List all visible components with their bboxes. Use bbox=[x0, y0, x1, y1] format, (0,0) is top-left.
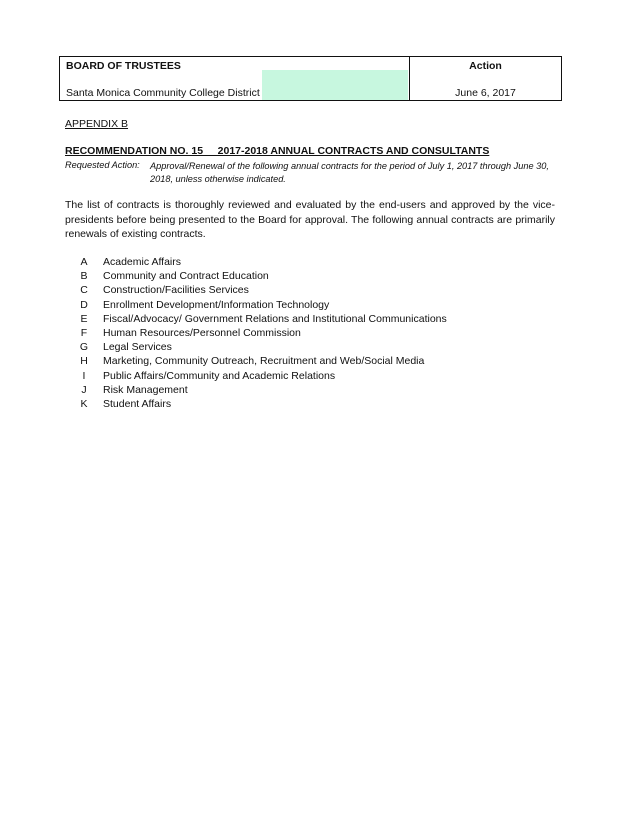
header-table bbox=[59, 56, 562, 101]
list-label: Enrollment Development/Information Technology bbox=[103, 298, 330, 311]
list-label: Academic Affairs bbox=[103, 256, 182, 268]
recommendation-title: RECOMMENDATION NO. 15 2017-2018 ANNUAL CONTRACTS AND CONSULTANTS bbox=[65, 145, 490, 157]
list-letter: K bbox=[80, 397, 88, 410]
highlight-box bbox=[262, 70, 408, 100]
list-letter: A bbox=[80, 256, 88, 268]
list-label: Marketing, Community Outreach, Recruitment and Web/Social Media bbox=[103, 355, 425, 368]
list-letter: G bbox=[79, 341, 89, 354]
list-label: Human Resources/Personnel Commission bbox=[103, 326, 301, 339]
list-label: Student Affairs bbox=[103, 397, 172, 410]
list-label: Legal Services bbox=[103, 341, 172, 354]
appendix-label: APPENDIX B bbox=[65, 118, 129, 130]
list-item bbox=[65, 269, 447, 283]
list-label: Construction/Facilities Services bbox=[103, 284, 249, 297]
list-item bbox=[65, 369, 447, 383]
list-label: Fiscal/Advocacy/ Government Relations and Institutional Communications bbox=[103, 312, 447, 325]
contract-category-list bbox=[65, 255, 447, 411]
list-item bbox=[65, 283, 447, 297]
list-letter: E bbox=[80, 312, 88, 325]
district-name: Santa Monica Community College District bbox=[66, 87, 260, 99]
board-title: BOARD OF TRUSTEES bbox=[66, 60, 181, 72]
list-item bbox=[65, 397, 447, 411]
list-letter: J bbox=[81, 383, 87, 396]
list-item bbox=[65, 326, 447, 340]
action-label: Action bbox=[469, 60, 502, 72]
list-letter: F bbox=[80, 326, 88, 339]
requested-action-text: Approval/Renewal of the following annual contracts for the period of July 1, 2017 through June 30, 2018, unless otherwise indicated. bbox=[150, 161, 549, 184]
list-letter: C bbox=[80, 284, 88, 297]
list-item bbox=[65, 255, 447, 269]
list-item bbox=[65, 383, 447, 397]
list-letter: I bbox=[82, 369, 86, 382]
list-label: Public Affairs/Community and Academic Relations bbox=[103, 369, 336, 382]
list-label: Risk Management bbox=[103, 383, 188, 396]
list-letter: B bbox=[80, 270, 88, 283]
list-letter: D bbox=[80, 298, 88, 311]
list-label: Community and Contract Education bbox=[103, 270, 269, 283]
intro-paragraph: The list of contracts is thoroughly reviewed and evaluated by the end-users and approved by the vice-presidents before being presented to the Board for approval. The following annual contracts are primarily renewals of existing contracts. bbox=[65, 199, 555, 240]
list-item bbox=[65, 340, 447, 354]
meeting-date: June 6, 2017 bbox=[455, 87, 516, 99]
list-item bbox=[65, 298, 447, 312]
list-item bbox=[65, 354, 447, 368]
list-item bbox=[65, 312, 447, 326]
requested-action-label: Requested Action: bbox=[65, 160, 140, 170]
list-letter: H bbox=[80, 355, 88, 368]
